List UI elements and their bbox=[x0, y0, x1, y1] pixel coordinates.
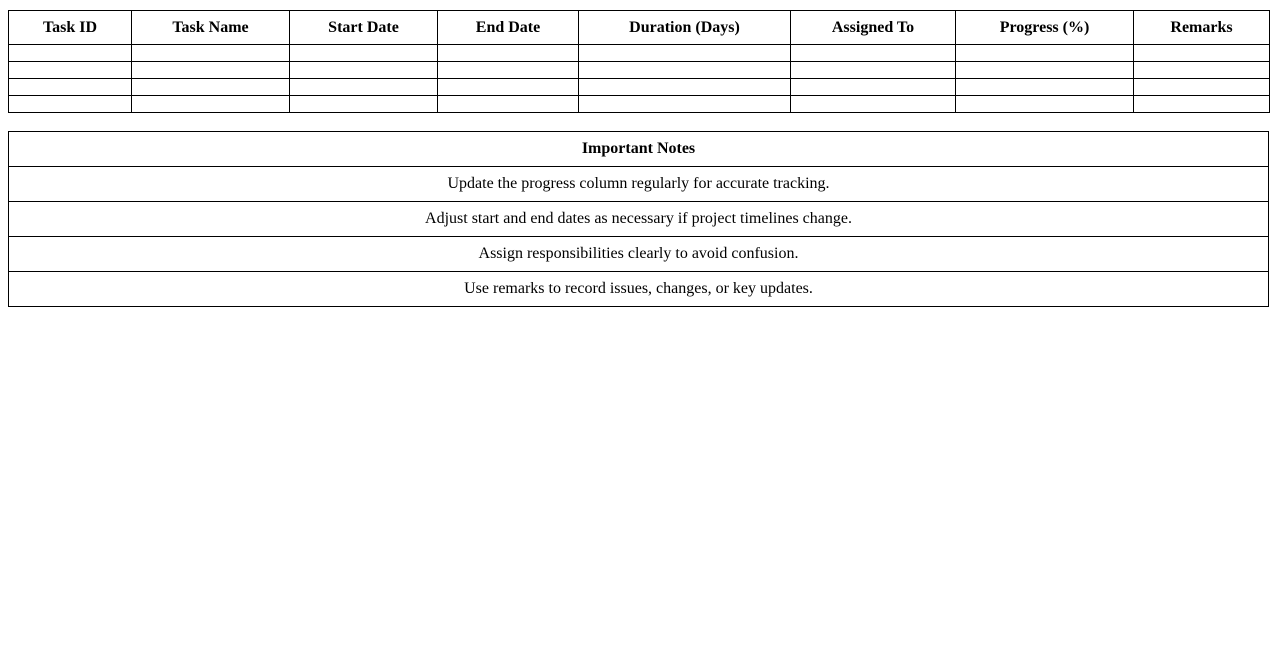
task-table-header-end-date: End Date bbox=[438, 11, 579, 45]
note-text: Update the progress column regularly for accurate tracking. bbox=[9, 167, 1269, 202]
task-cell bbox=[290, 96, 438, 113]
task-cell bbox=[791, 45, 956, 62]
task-cell bbox=[579, 79, 791, 96]
task-cell bbox=[290, 79, 438, 96]
task-cell bbox=[9, 62, 132, 79]
task-cell bbox=[956, 62, 1134, 79]
task-cell bbox=[290, 62, 438, 79]
notes-table-title-row bbox=[9, 132, 1269, 167]
task-cell bbox=[132, 62, 290, 79]
task-cell bbox=[1134, 62, 1270, 79]
note-text: Adjust start and end dates as necessary if project timelines change. bbox=[9, 202, 1269, 237]
note-text: Assign responsibilities clearly to avoid confusion. bbox=[9, 237, 1269, 272]
task-cell bbox=[956, 45, 1134, 62]
task-cell bbox=[579, 62, 791, 79]
task-cell bbox=[9, 45, 132, 62]
task-table-header-start-date: Start Date bbox=[290, 11, 438, 45]
note-text: Use remarks to record issues, changes, or key updates. bbox=[9, 272, 1269, 307]
task-table-row bbox=[9, 62, 1270, 79]
task-table-header-row bbox=[9, 11, 1270, 45]
notes-table-row bbox=[9, 167, 1269, 202]
task-cell bbox=[791, 79, 956, 96]
task-table bbox=[8, 10, 1270, 113]
task-cell bbox=[438, 62, 579, 79]
task-cell bbox=[132, 96, 290, 113]
task-table-header-assigned-to: Assigned To bbox=[791, 11, 956, 45]
task-table-header-duration: Duration (Days) bbox=[579, 11, 791, 45]
task-cell bbox=[579, 45, 791, 62]
task-table-header-task-name: Task Name bbox=[132, 11, 290, 45]
task-cell bbox=[956, 79, 1134, 96]
task-cell bbox=[579, 96, 791, 113]
task-table-row bbox=[9, 79, 1270, 96]
task-cell bbox=[1134, 45, 1270, 62]
task-cell bbox=[290, 45, 438, 62]
notes-table-row bbox=[9, 272, 1269, 307]
task-cell bbox=[791, 96, 956, 113]
notes-table-row bbox=[9, 237, 1269, 272]
task-cell bbox=[791, 62, 956, 79]
task-cell bbox=[132, 45, 290, 62]
task-cell bbox=[956, 96, 1134, 113]
task-cell bbox=[1134, 96, 1270, 113]
task-cell bbox=[1134, 79, 1270, 96]
task-table-header-task-id: Task ID bbox=[9, 11, 132, 45]
task-table-row bbox=[9, 96, 1270, 113]
task-cell bbox=[438, 79, 579, 96]
task-cell bbox=[132, 79, 290, 96]
task-table-header-progress: Progress (%) bbox=[956, 11, 1134, 45]
task-cell bbox=[438, 45, 579, 62]
task-table-header-remarks: Remarks bbox=[1134, 11, 1270, 45]
task-table-row bbox=[9, 45, 1270, 62]
task-cell bbox=[9, 96, 132, 113]
notes-table-title: Important Notes bbox=[9, 132, 1269, 167]
notes-table-row bbox=[9, 202, 1269, 237]
task-cell bbox=[9, 79, 132, 96]
notes-table bbox=[8, 131, 1269, 307]
task-cell bbox=[438, 96, 579, 113]
